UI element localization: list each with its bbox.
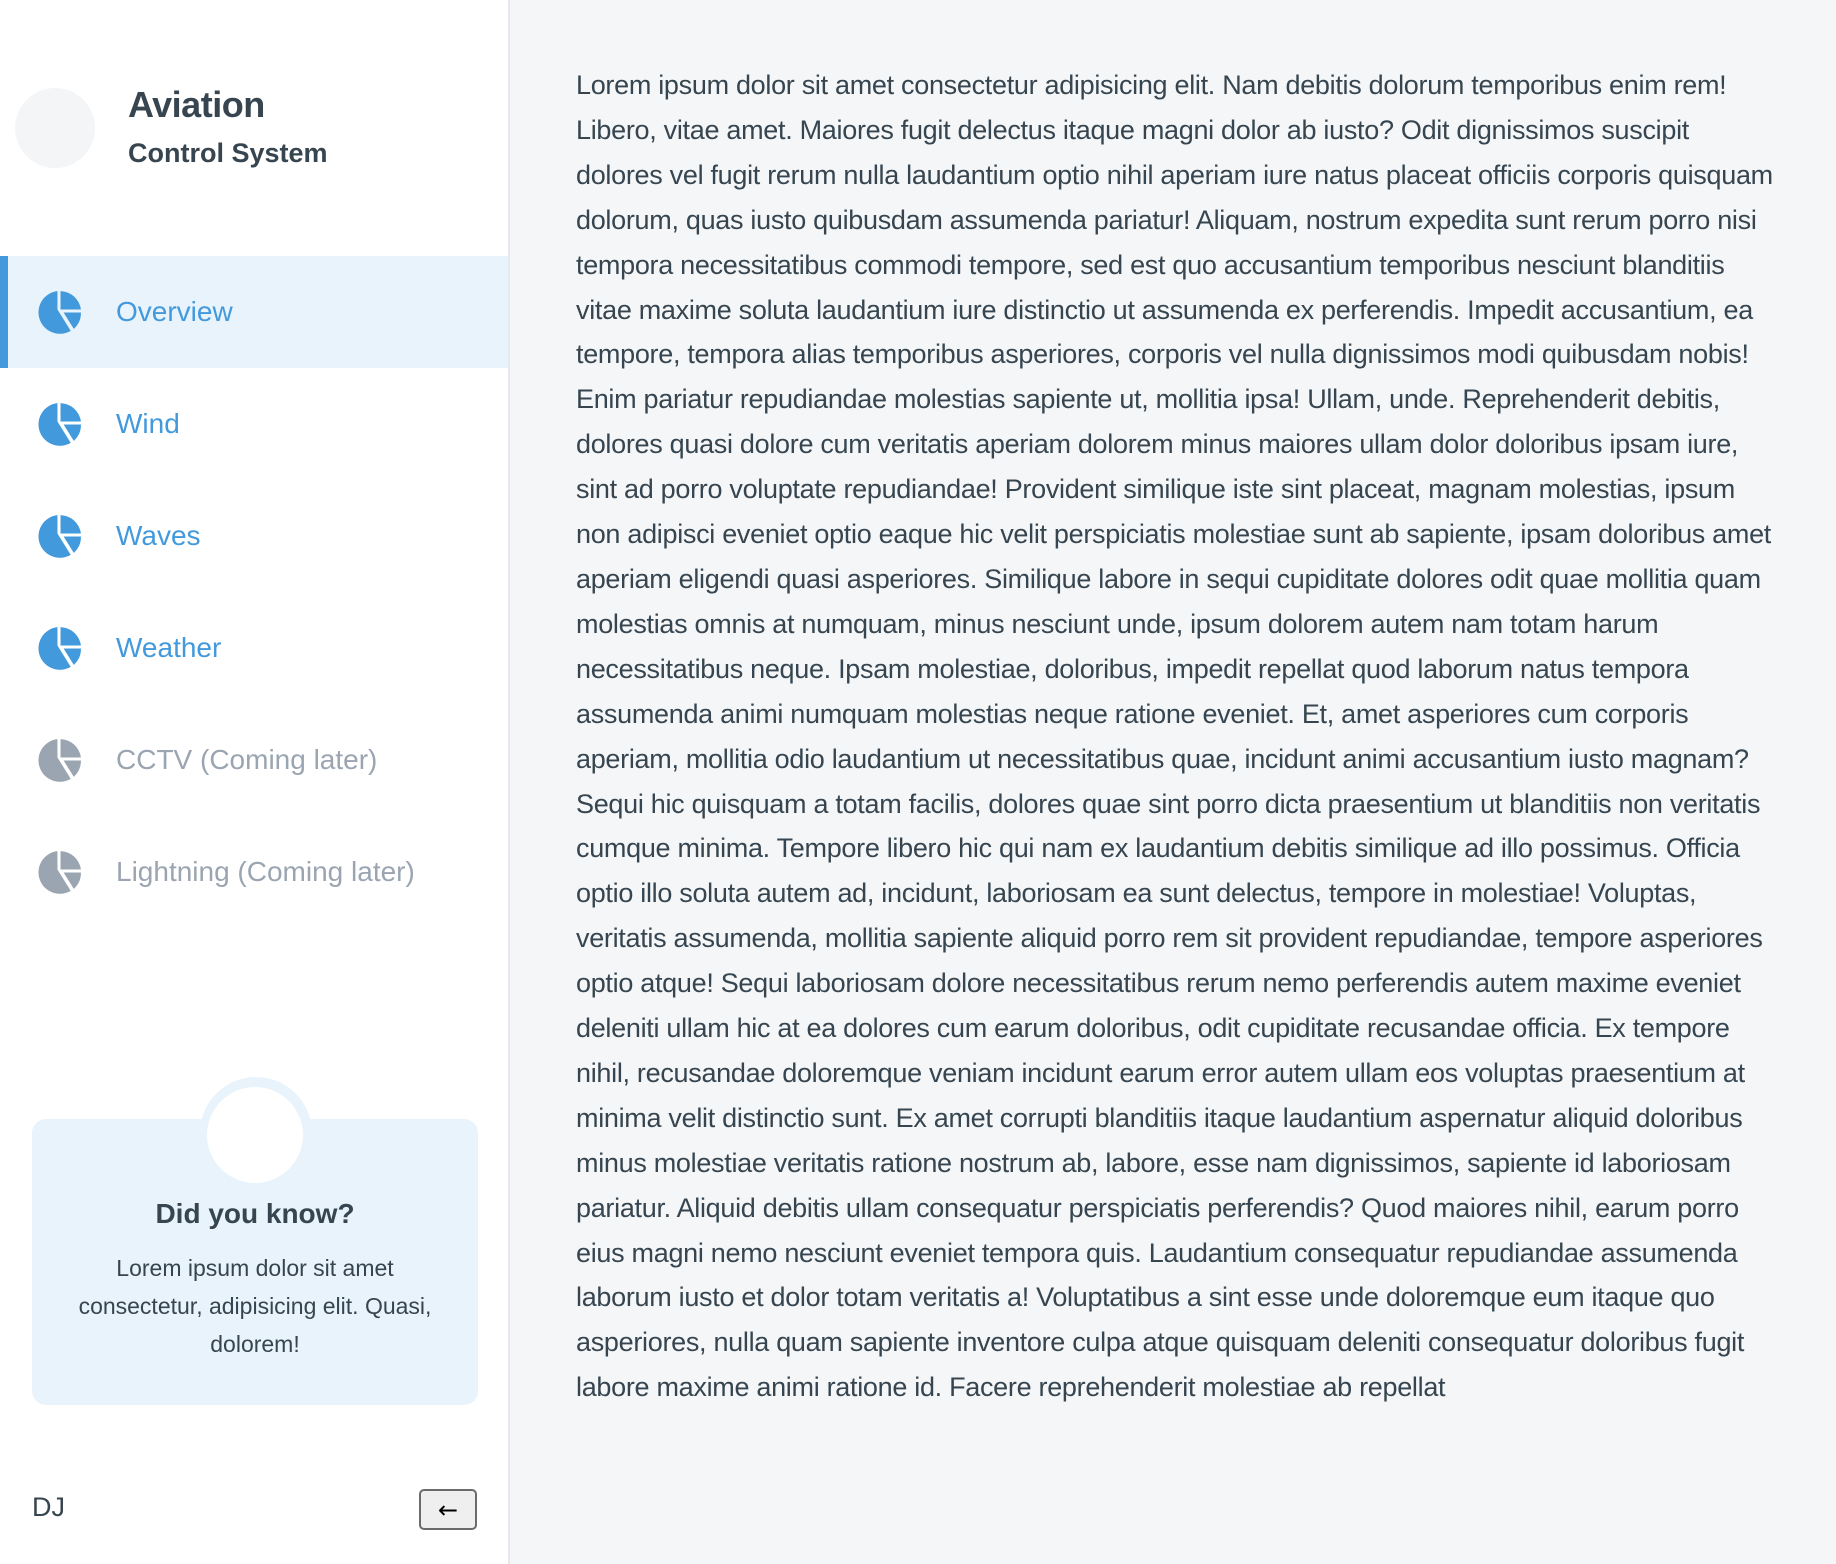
info-card-avatar	[207, 1087, 303, 1183]
user-initials[interactable]: DJ	[32, 1492, 65, 1522]
sidebar-item-label: Overview	[116, 296, 233, 327]
info-card-title: Did you know?	[155, 1198, 355, 1229]
pie-chart-icon	[35, 848, 84, 897]
collapse-sidebar-button[interactable]: ←	[419, 1489, 477, 1530]
pie-chart-icon	[35, 624, 84, 673]
main-content	[512, 0, 1836, 1564]
body-text: Lorem ipsum dolor sit amet consectetur adipisicing elit. Nam debitis dolorum temporibus enim rem! Libero, vitae amet. Maiores fugit delectus itaque magni dolor ab iusto? Odit dignissimos suscipit dolores vel fugit rerum nulla laudantium optio nihil aperiam iure natus placeat officiis corporis quisquam dolorum, quas iusto quibusdam assumenda pariatur! Aliquam, nostrum expedita sunt rerum porro nisi tempora necessitatibus commodi tempore, sed est quo accusantium temporibus nesciunt blanditiis vitae maxime soluta laudantium iure distinctio ut assumenda ex perferendis. Impedit accusantium, ea tempore, tempora alias temporibus asperiores, corporis vel nulla dignissimos modi quibusdam nobis! Enim pariatur repudiandae molestias sapiente ut, mollitia ipsa! Ullam, unde. Reprehenderit debitis, dolores quasi dolore cum veritatis aperiam dolorem minus maiores ullam dolor doloribus ipsam iure, sint ad porro voluptate repudiandae! Provident similique iste sint placeat, magnam molestias, ipsum non adipisci eveniet optio eaque hic velit perspiciatis molestiae sunt ab sapiente, ipsam doloribus amet aperiam eligendi quasi asperiores. Similique labore in sequi cupiditate dolores odit quae mollitia quam molestias omnis at numquam, minus nesciunt unde, ipsum dolorem autem nam totam harum necessitatibus neque. Ipsam molestiae, doloribus, impedit repellat quod laborum natus tempora assumenda animi numquam molestias neque ratione eveniet. Et, amet asperiores cum corporis aperiam, mollitia odio laudantium ut necessitatibus quae, incidunt animi accusantium iusto magnam? Sequi hic quisquam a totam facilis, dolores quae sint porro dicta praesentium ut blanditiis non veritatis cumque minima. Tempore libero hic qui nam ex laudantium debitis similique ad illo possimus. Officia optio illo soluta autem ad, incidunt, laboriosam ea sunt delectus, tempore in molestiae! Voluptas, veritatis assumenda, mollitia sapiente aliquid porro rem sit provident repudiandae, tempore asperiores optio atque! Sequi laboriosam dolore necessitatibus rerum nemo perferendis autem maxime eveniet deleniti ullam hic at ea dolores cum earum doloribus, odit cupiditate recusandae officia. Ex tempore nihil, recusandae doloremque veniam incidunt earum error autem ullam eos voluptas praesentium at minima velit distinctio sunt. Ex amet corrupti blanditiis itaque laudantium aspernatur aliquid doloribus minus molestiae veritatis ratione nostrum ab, labore, esse nam dignissimos, sapiente id laboriosam pariatur. Aliquid debitis ullam consequatur perspiciatis perferendis? Quod maiores nihil, earum porro eius magni nemo nesciunt eveniet tempora quis. Laudantium consequatur repudiandae assumenda laborum iusto et dolor totam veritatis a! Voluptatibus a sint esse unde doloremque eum itaque quo asperiores, nulla quam sapiente inventore culpa atque quisquam deleniti consequatur doloribus fugit labore maxime animi ratione id. Facere reprehenderit molestiae ab repellat	[576, 70, 1773, 1403]
pie-chart-icon	[35, 736, 84, 785]
info-card-text: Lorem ipsum dolor sit amet consectetur, adipisicing elit. Quasi, dolorem!	[78, 1255, 432, 1357]
pie-chart-icon	[35, 288, 84, 337]
logo	[15, 88, 95, 168]
sidebar-item-wind[interactable]	[0, 368, 508, 480]
sidebar-item-label: Wind	[116, 408, 180, 439]
sidebar	[0, 0, 510, 1564]
sidebar-item-overview[interactable]	[0, 256, 508, 368]
sidebar-item-weather[interactable]	[0, 592, 508, 704]
sidebar-item-label: Waves	[116, 520, 201, 551]
sidebar-item-label: Weather	[116, 632, 222, 663]
brand-subtitle: Control System	[128, 138, 328, 168]
brand-title: Aviation	[128, 84, 265, 125]
sidebar-item-waves[interactable]	[0, 480, 508, 592]
sidebar-nav	[0, 256, 508, 928]
sidebar-item-cctv[interactable]	[0, 704, 508, 816]
sidebar-item-label: Lightning (Coming later)	[116, 856, 415, 887]
sidebar-item-label: CCTV (Coming later)	[116, 744, 378, 775]
pie-chart-icon	[35, 512, 84, 561]
sidebar-item-lightning[interactable]	[0, 816, 508, 928]
pie-chart-icon	[35, 400, 84, 449]
